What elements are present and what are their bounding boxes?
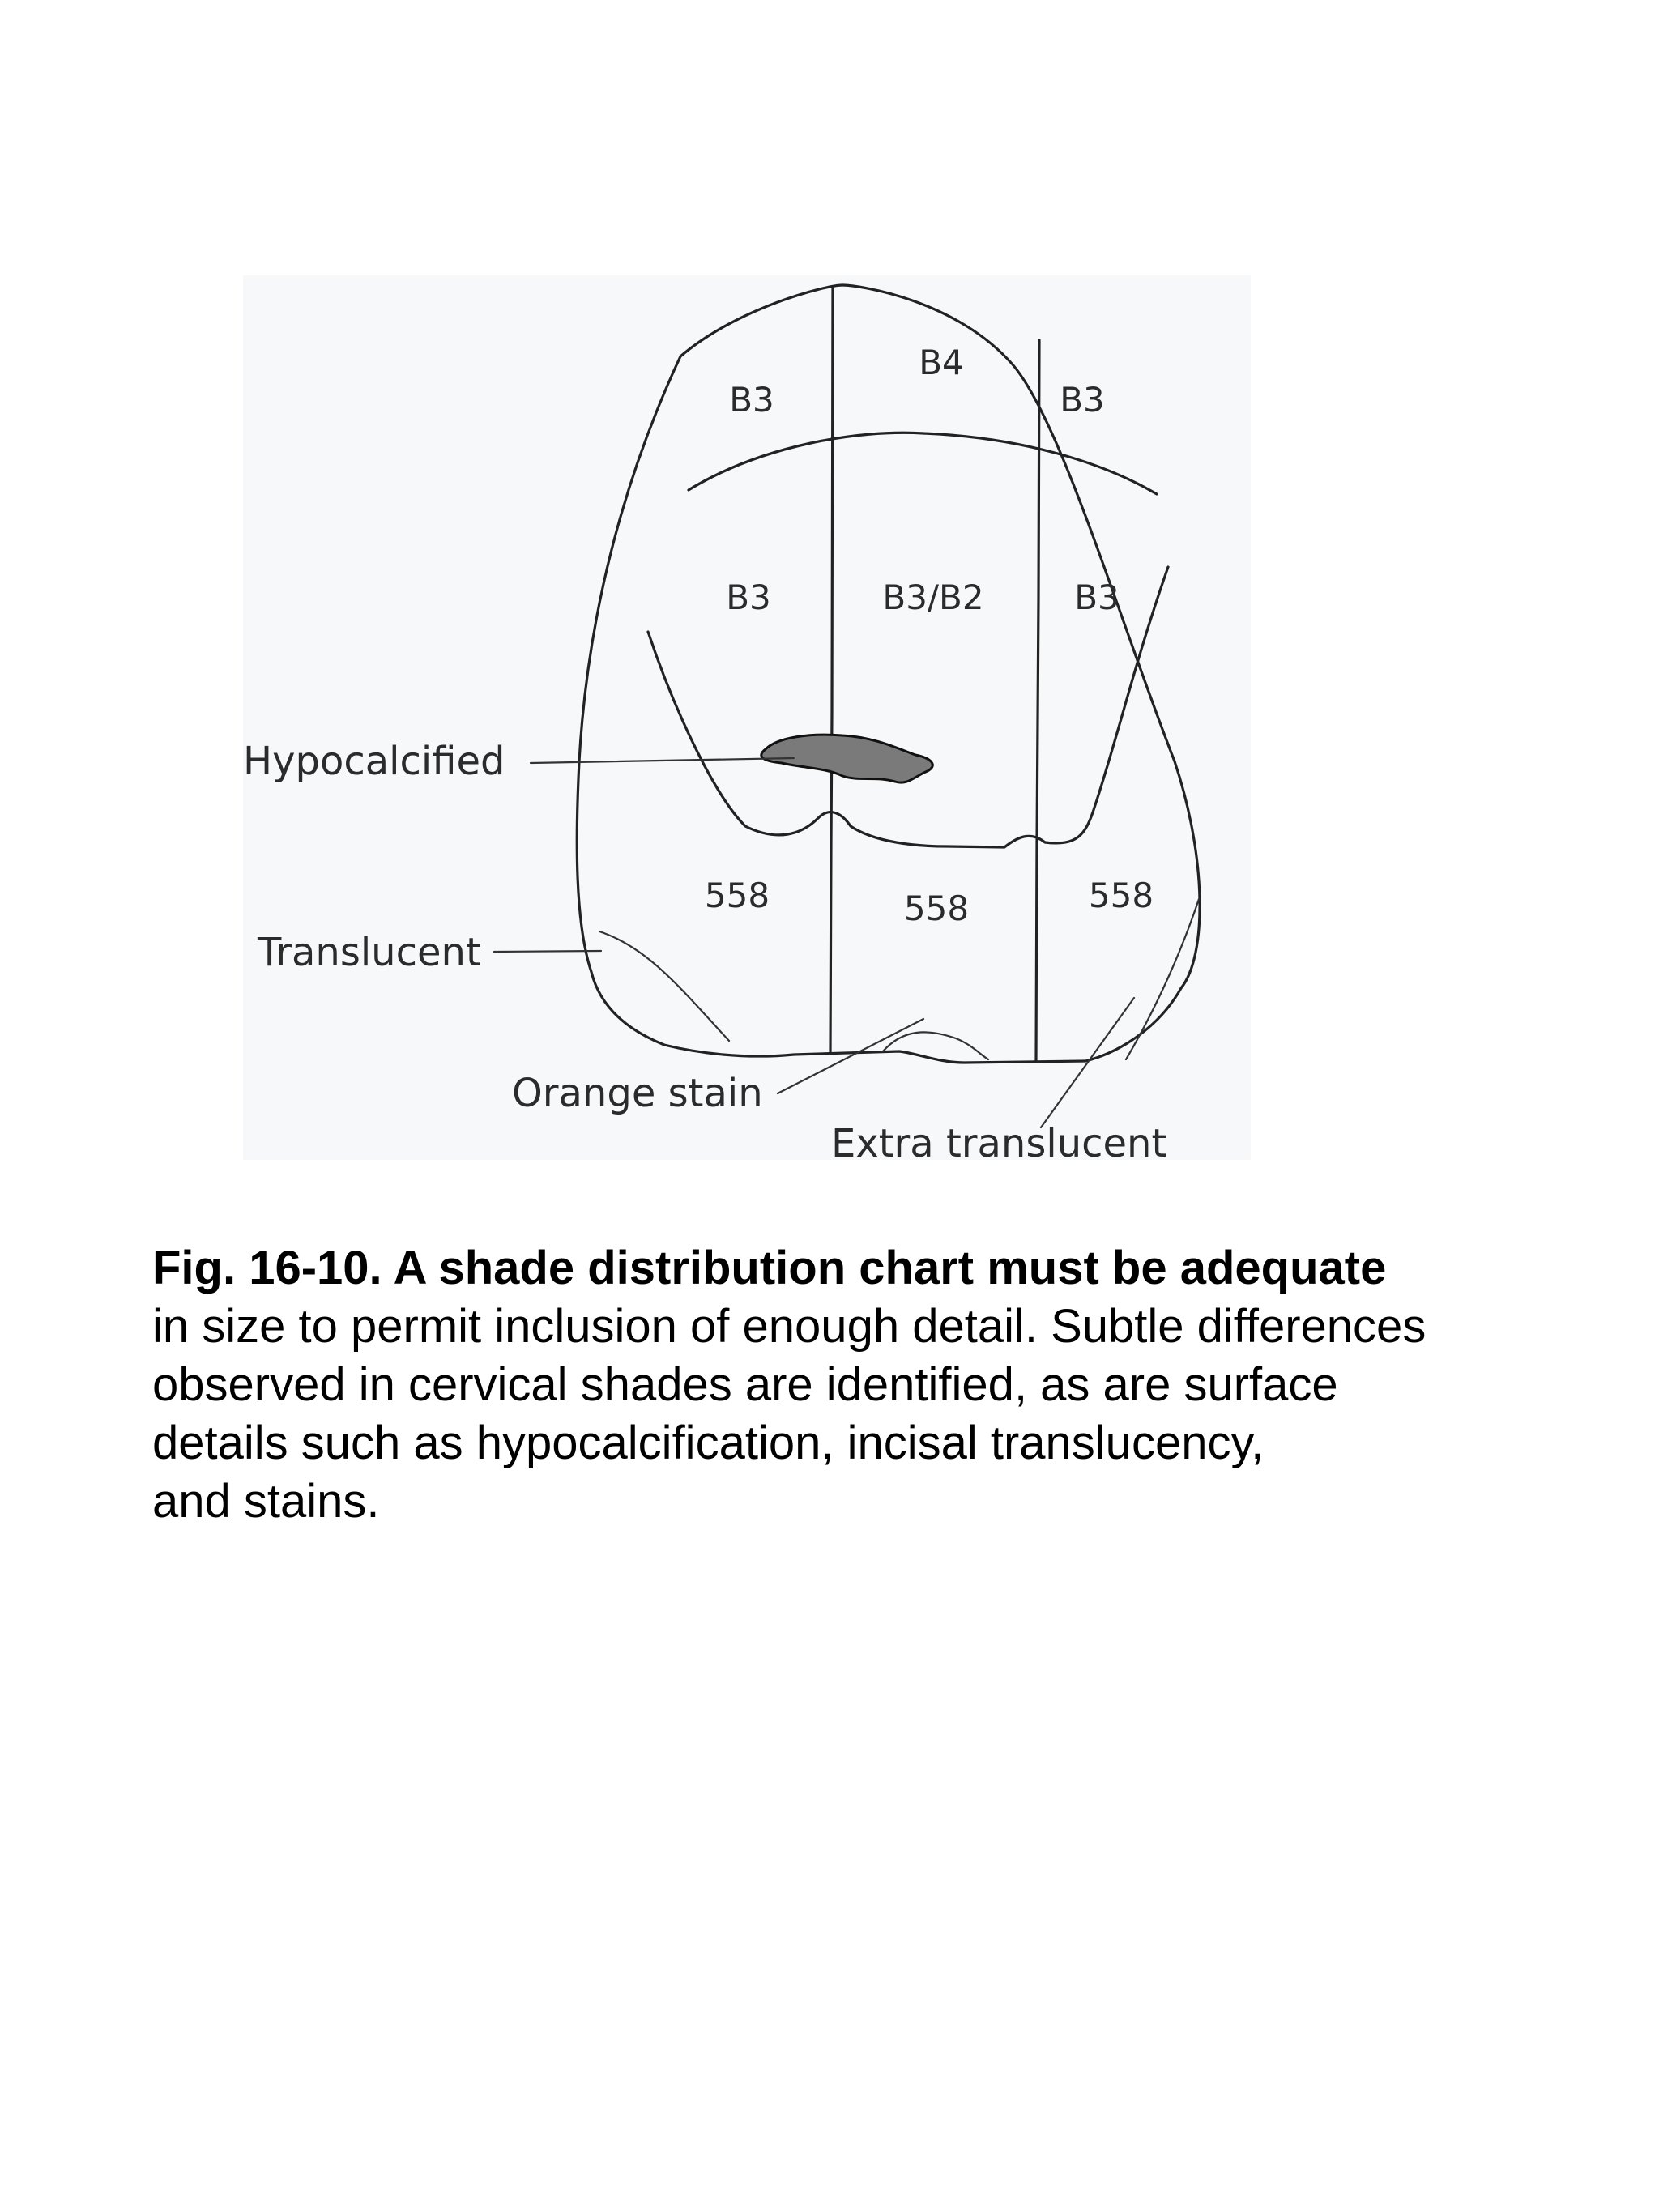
caption-line-1: in size to permit inclusion of enough detail. Subtle differences — [152, 1300, 1427, 1353]
translucent-leader-line — [494, 951, 601, 952]
zone-label-middle-distal: B3 — [1074, 578, 1120, 617]
zone-label-middle-mesial: B3 — [726, 578, 771, 617]
caption-line-2: observed in cervical shades are identified, as are surface — [152, 1358, 1338, 1411]
zone-label-cervical-mesial: 558 — [704, 876, 770, 915]
tooth-diagram — [243, 275, 1251, 1160]
callout-orange-stain: Orange stain — [512, 1071, 763, 1116]
zone-label-cervical-distal: 558 — [1088, 876, 1154, 915]
caption-line-4: and stains. — [152, 1475, 380, 1528]
hypocalcified-leader-line — [531, 758, 794, 763]
mesial-divider-line — [830, 287, 833, 1053]
callout-translucent: Translucent — [258, 930, 481, 975]
caption-bold-line: Fig. 16-10. A shade distribution chart must be adequate — [152, 1242, 1387, 1294]
callout-hypocalcified: Hypocalcified — [243, 739, 505, 784]
orange-stain-hump — [883, 1032, 988, 1059]
tooth-outline — [577, 285, 1200, 1063]
zone-label-incisal-distal: B3 — [1060, 380, 1105, 420]
incisal-boundary-line — [689, 433, 1157, 494]
caption-line-3: details such as hypocalcification, incisal translucency, — [152, 1417, 1265, 1469]
zone-label-cervical-center: 558 — [903, 889, 970, 928]
zone-label-middle-center: B3/B2 — [882, 578, 984, 617]
translucent-edge-curve-left — [599, 931, 729, 1041]
callout-extra-translucent: Extra translucent — [831, 1121, 1167, 1160]
shade-distribution-chart — [243, 275, 1251, 1160]
zone-label-incisal-center: B4 — [919, 343, 964, 382]
zone-label-incisal-mesial: B3 — [729, 380, 774, 420]
orange-stain-leader-line — [778, 1019, 923, 1093]
figure-caption — [152, 1239, 1529, 1531]
